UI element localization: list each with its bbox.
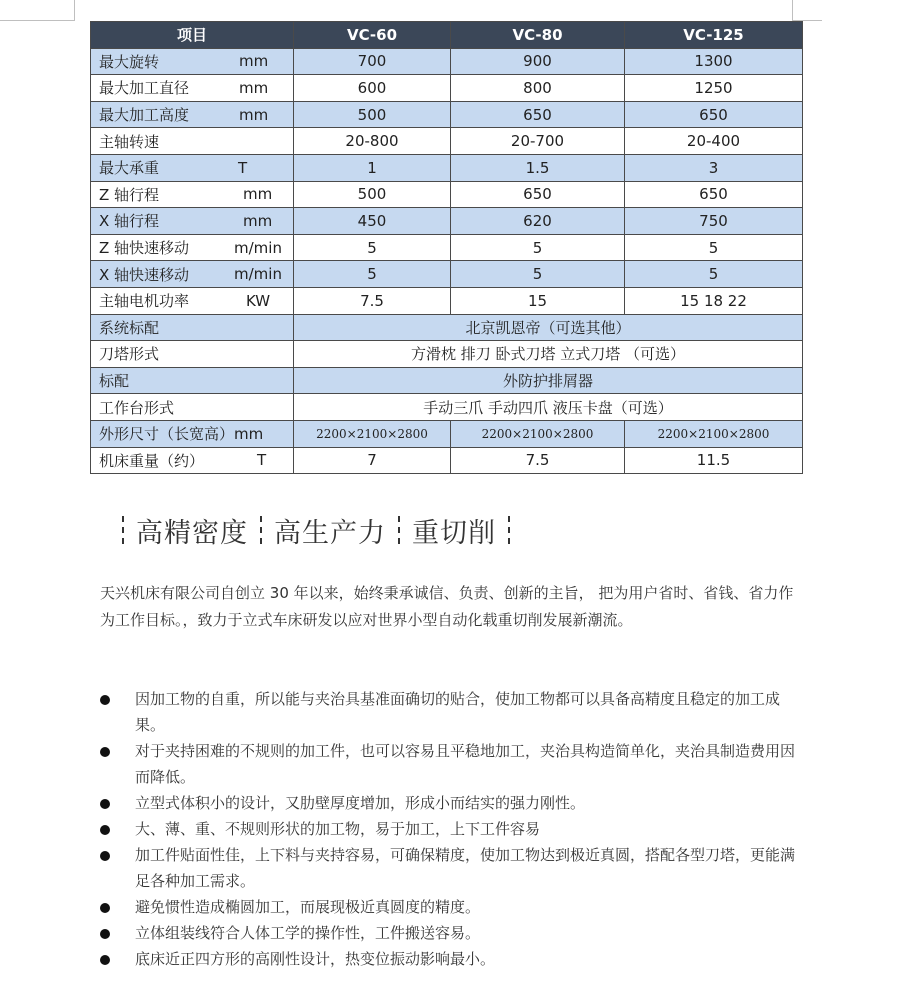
feature-text: 立型式体积小的设计，又肋壁厚度增加，形成小而结实的强力刚性。 (135, 794, 586, 812)
feature-text: 加工件贴面性佳，上下料与夹持容易，可确保精度，使加工物达到极近真圆，搭配各型刀塔，更能满足各种加工需求。 (135, 846, 796, 890)
value-cell: 700 (294, 48, 451, 75)
value-cell: 620 (451, 208, 625, 235)
value-cell: 20-700 (451, 128, 625, 155)
value-cell: 5 (451, 234, 625, 261)
param-label: 主轴电机功率 (99, 292, 190, 311)
header-vc125: VC-125 (625, 22, 803, 49)
table-row (91, 420, 803, 447)
margin-guide-left (74, 0, 75, 20)
value-cell: 11.5 (625, 447, 803, 474)
feature-text: 立体组装线符合人体工学的操作性，工件搬送容易。 (135, 924, 481, 942)
value-cell: 2200×2100×2800 (625, 420, 803, 447)
list-item (100, 816, 800, 842)
bullet-icon (100, 799, 110, 809)
table-row (91, 48, 803, 75)
list-item (100, 738, 800, 790)
table-row (91, 128, 803, 155)
param-label: 标配 (99, 372, 130, 391)
param-unit: mm (239, 52, 269, 71)
param-cell (91, 367, 294, 394)
value-cell: 5 (294, 261, 451, 288)
feature-text: 避免惯性造成椭圆加工，而展现极近真圆度的精度。 (135, 898, 481, 916)
margin-guide-right (792, 0, 793, 20)
tagline-separator (398, 516, 400, 544)
param-label: 最大加工直径 (99, 79, 190, 98)
table-row (91, 234, 803, 261)
param-unit: m/min (234, 265, 282, 284)
param-label: 系统标配 (99, 318, 160, 337)
list-item (100, 946, 800, 972)
param-label: 最大旋转 (99, 52, 160, 71)
param-unit: mm (243, 185, 273, 204)
table-row (91, 154, 803, 181)
feature-text: 因加工物的自重，所以能与夹治具基准面确切的贴合，使加工物都可以具备高精度且稳定的加工成果。 (135, 690, 781, 734)
param-cell (91, 208, 294, 235)
param-cell (91, 75, 294, 102)
intro-paragraph: 天兴机床有限公司自创立 30 年以来，始终秉承诚信、负责、创新的主旨， 把为用户省时、省钱、省力作为工作目标。，致力于立式车床研发以应对世界小型自动化载重切削发展新潮流。 (100, 584, 794, 629)
feature-text: 底床近正四方形的高刚性设计，热变位振动影响最小。 (135, 950, 496, 968)
value-cell: 650 (451, 101, 625, 128)
value-cell: 20-800 (294, 128, 451, 155)
bullet-icon (100, 929, 110, 939)
param-label: 最大承重 (99, 159, 160, 178)
table-row (91, 287, 803, 314)
spec-table (90, 21, 803, 474)
merged-value-cell: 手动三爪 手动四爪 液压卡盘（可选） (294, 394, 803, 421)
value-cell: 5 (625, 234, 803, 261)
param-unit: mm (243, 211, 273, 230)
tagline-separator (260, 516, 262, 544)
list-item (100, 790, 800, 816)
param-cell (91, 420, 294, 447)
param-cell (91, 48, 294, 75)
param-label: Z 轴行程 (99, 185, 160, 204)
tagline (110, 508, 522, 552)
list-item (100, 686, 800, 738)
tagline-item: 高生产力 (274, 517, 386, 549)
tagline-separator (122, 516, 124, 544)
bullet-icon (100, 747, 110, 757)
bullet-icon (100, 955, 110, 965)
value-cell: 900 (451, 48, 625, 75)
value-cell: 5 (451, 261, 625, 288)
header-item: 项目 (91, 22, 294, 49)
feature-list (100, 686, 800, 972)
param-cell (91, 314, 294, 341)
merged-value-cell: 方滑枕 排刀 卧式刀塔 立式刀塔 （可选） (294, 341, 803, 368)
param-label: 主轴转速 (99, 132, 160, 151)
param-unit: T (238, 158, 248, 177)
value-cell: 1250 (625, 75, 803, 102)
value-cell: 800 (451, 75, 625, 102)
value-cell: 2200×2100×2800 (451, 420, 625, 447)
value-cell: 1.5 (451, 154, 625, 181)
merged-value-cell: 外防护排屑器 (294, 367, 803, 394)
bullet-icon (100, 825, 110, 835)
table-row (91, 75, 803, 102)
value-cell: 5 (294, 234, 451, 261)
param-unit: mm (239, 78, 269, 97)
param-cell (91, 154, 294, 181)
param-unit: mm (239, 105, 269, 124)
table-row (91, 314, 803, 341)
header-vc80: VC-80 (451, 22, 625, 49)
value-cell: 7 (294, 447, 451, 474)
value-cell: 650 (625, 101, 803, 128)
table-row (91, 101, 803, 128)
value-cell: 1 (294, 154, 451, 181)
param-cell (91, 234, 294, 261)
param-cell (91, 181, 294, 208)
table-row (91, 447, 803, 474)
param-cell (91, 128, 294, 155)
param-label: 工作台形式 (99, 398, 175, 417)
param-label: X 轴行程 (99, 212, 160, 231)
value-cell: 20-400 (625, 128, 803, 155)
feature-text: 对于夹持困难的不规则的加工件，也可以容易且平稳地加工，夹治具构造简单化，夹治具制造费用因而降低。 (135, 742, 796, 786)
tagline-separator (508, 516, 510, 544)
value-cell: 15 18 22 (625, 287, 803, 314)
table-row (91, 367, 803, 394)
value-cell: 650 (625, 181, 803, 208)
param-label: X 轴快速移动 (99, 265, 190, 284)
value-cell: 450 (294, 208, 451, 235)
value-cell: 750 (625, 208, 803, 235)
param-label: 外形尺寸（长宽高）mm (99, 425, 264, 444)
param-label: 最大加工高度 (99, 106, 190, 125)
list-item (100, 920, 800, 946)
table-row (91, 261, 803, 288)
list-item (100, 842, 800, 894)
value-cell: 2200×2100×2800 (294, 420, 451, 447)
value-cell: 1300 (625, 48, 803, 75)
param-unit: KW (246, 291, 271, 310)
value-cell: 5 (625, 261, 803, 288)
header-vc60: VC-60 (294, 22, 451, 49)
value-cell: 7.5 (451, 447, 625, 474)
param-label: Z 轴快速移动 (99, 239, 190, 258)
param-unit: T (257, 451, 267, 470)
param-cell (91, 447, 294, 474)
bullet-icon (100, 851, 110, 861)
merged-value-cell: 北京凯恩帝（可选其他） (294, 314, 803, 341)
param-label: 机床重量（约） (99, 451, 205, 470)
table-row (91, 394, 803, 421)
value-cell: 15 (451, 287, 625, 314)
bullet-icon (100, 903, 110, 913)
value-cell: 500 (294, 181, 451, 208)
value-cell: 7.5 (294, 287, 451, 314)
value-cell: 3 (625, 154, 803, 181)
table-row (91, 341, 803, 368)
param-cell (91, 101, 294, 128)
param-cell (91, 394, 294, 421)
value-cell: 500 (294, 101, 451, 128)
tagline-item: 重切削 (412, 517, 496, 549)
tagline-item: 高精密度 (136, 517, 248, 549)
param-cell (91, 261, 294, 288)
table-row (91, 181, 803, 208)
feature-text: 大、薄、重、不规则形状的加工物，易于加工，上下工件容易 (135, 820, 541, 838)
bullet-icon (100, 695, 110, 705)
margin-guide-top-left (0, 20, 75, 21)
table-row (91, 208, 803, 235)
param-cell (91, 287, 294, 314)
value-cell: 650 (451, 181, 625, 208)
value-cell: 600 (294, 75, 451, 102)
param-label: 刀塔形式 (99, 345, 160, 364)
param-cell (91, 341, 294, 368)
param-unit: m/min (234, 238, 282, 257)
spec-table-header (91, 22, 803, 49)
list-item (100, 894, 800, 920)
